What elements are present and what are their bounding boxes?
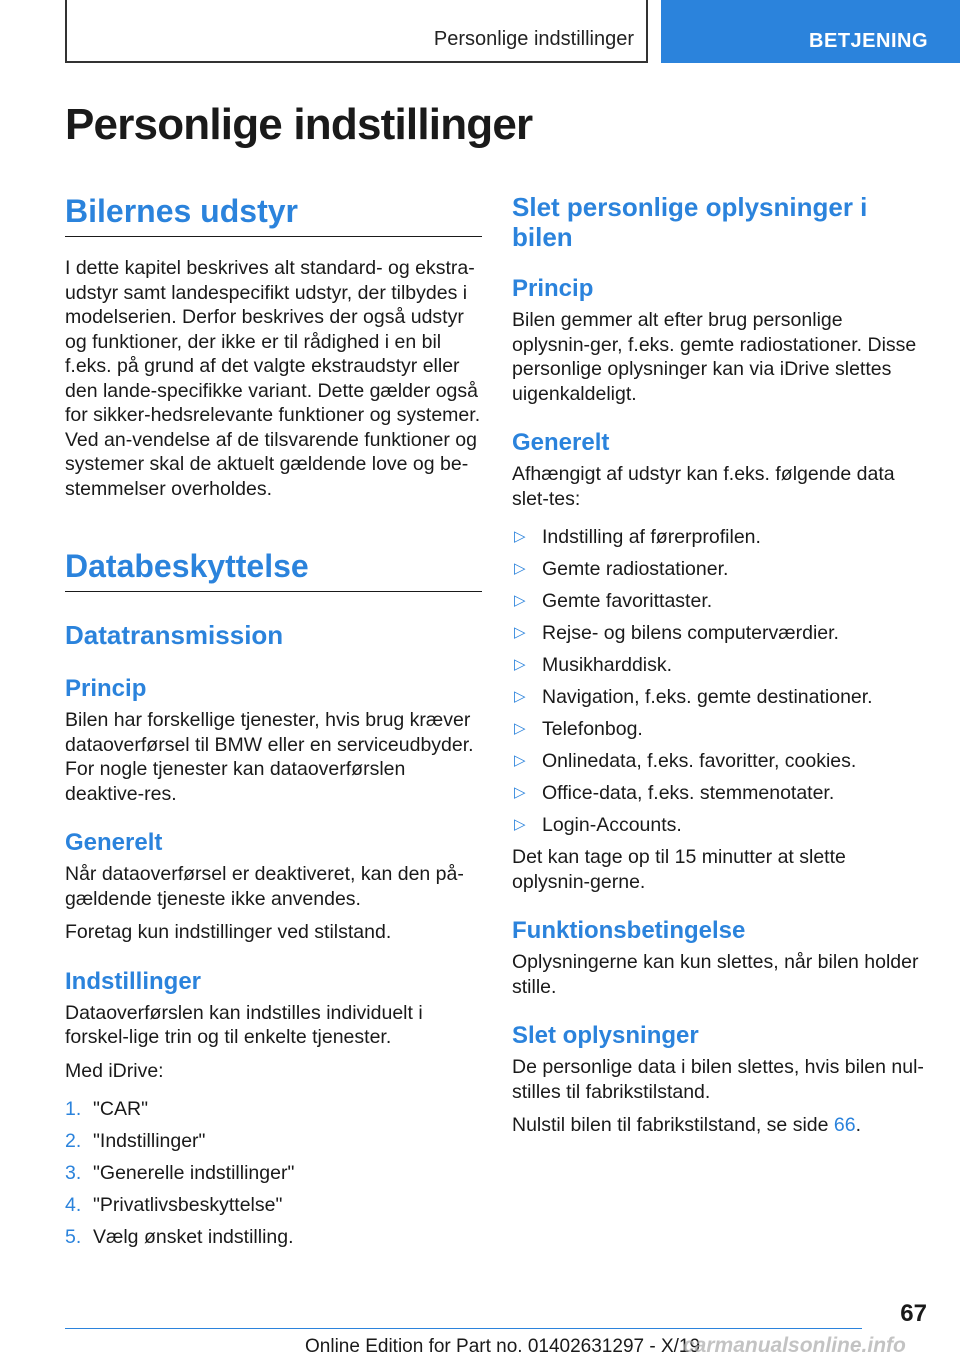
paragraph-indstillinger-1: Dataoverførslen kan indstilles individuelt i forskel-lige trin og til enkelte tjenester. (65, 1001, 423, 1048)
heading-princip: Princip (65, 675, 147, 702)
step-text: "Privatlivsbeskyttelse" (93, 1194, 283, 1216)
list-item-text: Onlinedata, f.eks. favoritter, cookies. (542, 750, 857, 772)
page-number: 67 (900, 1300, 927, 1327)
header-chapter-tab (661, 0, 960, 63)
heading-funktionsbetingelse: Funktionsbetingelse (512, 917, 746, 944)
triangle-bullet-icon: ▷ (514, 720, 526, 737)
heading-generelt-right: Generelt (512, 429, 610, 456)
triangle-bullet-icon: ▷ (514, 624, 526, 641)
step-number: 4. (65, 1194, 82, 1216)
paragraph-princip: Bilen har forskellige tjenester, hvis brug kræver dataoverførsel til BMW eller en serviceudbyder. For nogle tjenester kan dataoverførslen deaktive-res. (65, 709, 474, 805)
header-section-box (65, 0, 648, 63)
list-item (512, 525, 926, 550)
paragraph-udstyr: I dette kapitel beskrives alt standard- og ekstra-udstyr samt landespecifikt udstyr, der tilbydes i modelserien. Derfor beskrives der også udstyr og funktioner, der ikke er til rådighed i en bil f.eks. på grund af det valgte ekstraudstyr eller den lande-specifikke variant. Dette gælder også for sikker-hedsrelevante funktioner og systemer. Ved an-vendelse af de tilsvarende funktioner og systemer skal de aktuelt gældende love og be-stemmelser overholdes. (65, 257, 481, 500)
heading-datatransmission: Datatransmission (65, 620, 284, 650)
page-title: Personlige indstillinger (65, 100, 533, 149)
list-item-text: Login-Accounts. (542, 814, 682, 836)
paragraph-princip-right: Bilen gemmer alt efter brug personlige oplysnin-ger, f.eks. gemte radiostationer. Disse personlige oplysninger kan via iDrive slettes uigenkaldeligt. (512, 309, 917, 405)
list-item-text: Gemte favorittaster. (542, 590, 713, 612)
list-item (512, 685, 926, 710)
paragraph-funktion: Oplysningerne kan kun slettes, når bilen holder stille. (512, 951, 919, 998)
list-item-text: Musikharddisk. (542, 654, 673, 676)
paragraph-indstillinger-2: Med iDrive: (65, 1059, 164, 1082)
nulstil-end: . (855, 1114, 862, 1136)
header-section-title: Personlige indstillinger (433, 28, 634, 50)
step-number: 2. (65, 1130, 82, 1152)
triangle-bullet-icon: ▷ (514, 592, 526, 609)
list-item (512, 781, 926, 806)
list-item-text: Navigation, f.eks. gemte destinationer. (542, 686, 873, 708)
paragraph-nulstil (512, 1113, 926, 1138)
triangle-bullet-icon: ▷ (514, 528, 526, 545)
list-item (65, 1225, 482, 1250)
footer-edition: Online Edition for Part no. 01402631297 - X/19 (305, 1336, 701, 1357)
list-item (512, 717, 926, 742)
paragraph-generelt-2: Foretag kun indstillinger ved stilstand. (65, 921, 392, 943)
step-number: 3. (65, 1162, 82, 1184)
list-item (65, 1193, 482, 1218)
footer-divider (65, 1328, 862, 1329)
list-item-text: Office-data, f.eks. stemmenotater. (542, 782, 835, 804)
heading-databeskyttelse: Databeskyttelse (65, 547, 482, 592)
paragraph-generelt-1: Når dataoverførsel er deaktiveret, kan den på-gældende tjeneste ikke anvendes. (65, 863, 464, 910)
heading-indstillinger: Indstillinger (65, 967, 202, 995)
paragraph-slet-oplysninger: De personlige data i bilen slettes, hvis bilen nul-stilles til fabrikstilstand. (512, 1056, 924, 1103)
right-column (512, 192, 926, 1138)
step-text: "CAR" (93, 1098, 149, 1120)
heading-generelt: Generelt (65, 829, 163, 856)
paragraph-generelt-right: Afhængigt af udstyr kan f.eks. følgende data slet-tes: (512, 463, 895, 510)
heading-slet-oplysninger: Slet oplysninger (512, 1022, 699, 1049)
step-text: Vælg ønsket indstilling. (93, 1226, 294, 1248)
page-reference-link[interactable]: 66 (833, 1114, 856, 1136)
triangle-bullet-icon: ▷ (514, 688, 526, 705)
list-item-text: Rejse- og bilens computerværdier. (542, 622, 839, 644)
step-number: 5. (65, 1226, 82, 1248)
triangle-bullet-icon: ▷ (514, 816, 526, 833)
list-item (512, 653, 926, 678)
heading-princip-right: Princip (512, 275, 594, 302)
list-item (65, 1161, 482, 1186)
list-item (65, 1129, 482, 1154)
step-text: "Generelle indstillinger" (93, 1162, 295, 1184)
left-column (65, 192, 482, 1257)
steps-list (65, 1097, 482, 1250)
list-item (512, 813, 926, 838)
data-list (512, 525, 926, 838)
heading-bilernes-udstyr: Bilernes udstyr (65, 192, 482, 237)
list-item (512, 621, 926, 646)
triangle-bullet-icon: ▷ (514, 560, 526, 577)
list-item-text: Telefonbog. (542, 718, 643, 740)
list-item (512, 589, 926, 614)
triangle-bullet-icon: ▷ (514, 656, 526, 673)
header-chapter-label: BETJENING (809, 30, 928, 52)
list-item (65, 1097, 482, 1122)
triangle-bullet-icon: ▷ (514, 784, 526, 801)
list-item (512, 557, 926, 582)
list-item (512, 749, 926, 774)
watermark: carmanualsonline.info (683, 1334, 906, 1357)
heading-slet-personlige: Slet personlige oplysninger i bilen (512, 192, 868, 252)
list-item-text: Gemte radiostationer. (542, 558, 729, 580)
step-text: "Indstillinger" (93, 1130, 206, 1152)
list-item-text: Indstilling af førerprofilen. (542, 526, 761, 548)
paragraph-tid: Det kan tage op til 15 minutter at slette oplysnin-gerne. (512, 846, 846, 893)
step-number: 1. (65, 1098, 82, 1120)
triangle-bullet-icon: ▷ (514, 752, 526, 769)
nulstil-text: Nulstil bilen til fabrikstilstand, se side (512, 1114, 834, 1136)
